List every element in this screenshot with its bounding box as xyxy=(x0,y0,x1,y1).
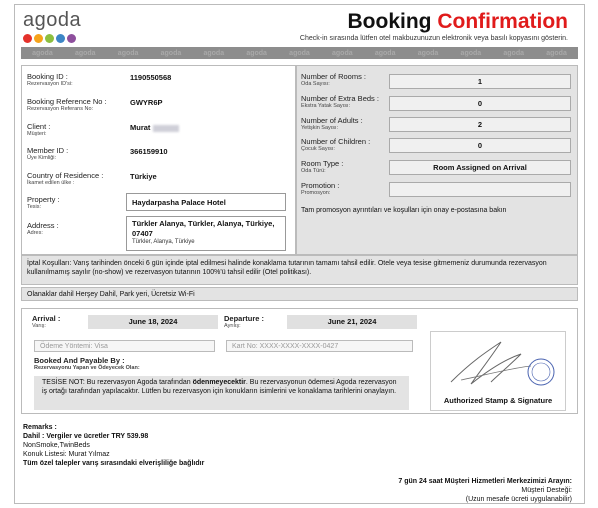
stamp-area xyxy=(430,331,566,411)
room-type-value: Room Assigned on Arrival xyxy=(389,160,571,175)
room-details-section xyxy=(296,65,578,255)
remarks-line4: Tüm özel talepler varış sırasındaki elverişliliğe bağlıdır xyxy=(23,460,205,467)
member-id-label: Member ID : Üye Kimliği: xyxy=(27,146,69,161)
remarks-line1: Dahil : Vergiler ve ücretler TRY 539.98 xyxy=(23,433,149,440)
booking-ref-value: GWYR6P xyxy=(130,98,163,107)
title-confirmation: Confirmation xyxy=(437,10,568,33)
band-text: agoda xyxy=(32,49,53,57)
band-text: agoda xyxy=(74,49,96,57)
remarks xyxy=(23,423,383,468)
logo-dot-green xyxy=(45,34,54,43)
country-label: Country of Residence : İkamet edilen ülke : xyxy=(27,171,104,186)
band-text: agoda xyxy=(374,49,396,57)
remarks-heading: Remarks : xyxy=(23,424,57,431)
property-value: Haydarpasha Palace Hotel xyxy=(126,193,286,211)
children-label: Number of Children : Çocuk Sayısı: xyxy=(301,137,371,152)
logo-dots xyxy=(23,34,76,43)
address-line2: 07407 xyxy=(132,229,153,238)
band-text: agoda xyxy=(117,49,139,57)
amenities: Olanaklar dahil Herşey Dahil, Park yeri, Ücretsiz Wi-Fi xyxy=(21,287,578,301)
logo-dot-blue xyxy=(56,34,65,43)
payment-method-field[interactable]: Ödeme Yöntemi: Visa xyxy=(34,340,215,352)
promotion-value xyxy=(389,182,571,197)
booking-details-section xyxy=(21,65,296,255)
adults-label: Number of Adults : Yetişkin Sayısı: xyxy=(301,116,363,131)
address-value xyxy=(126,216,286,251)
stay-section xyxy=(21,308,578,414)
signature-icon xyxy=(431,332,565,394)
booking-ref-label: Booking Reference No : Rezervasyon Referans No: xyxy=(27,97,107,112)
blurred-surname xyxy=(153,125,179,132)
agoda-band xyxy=(21,47,578,59)
client-value: Murat xyxy=(130,123,179,132)
booking-document xyxy=(14,4,585,504)
extra-beds-value: 0 xyxy=(389,96,571,111)
rooms-label: Number of Rooms : Oda Sayısı: xyxy=(301,72,367,87)
hotel-note: TESİSE NOT: Bu rezervasyon Agoda tarafından ödenmeyecektir. Bu rezervasyonun ödemesi Agoda rezervasyon iş ortağı tarafından yapılacaktır. Lütfen bu rezervasyon için konukların isimlerini ve konaklama tarihlerini onaylayın. xyxy=(34,376,409,410)
support-heading: 7 gün 24 saat Müşteri Hizmetleri Merkezimizi Arayın: xyxy=(398,478,572,485)
band-text: agoda xyxy=(503,49,525,57)
promotion-label: Promotion : Promosyon: xyxy=(301,181,340,196)
arrival-date: June 18, 2024 xyxy=(88,315,218,329)
band-text: agoda xyxy=(546,49,567,57)
client-label: Client : Müşteri: xyxy=(27,122,51,137)
remarks-line3: Konuk Listesi: Murat Yılmaz xyxy=(23,451,110,458)
extra-beds-label: Number of Extra Beds : Ekstra Yatak Sayısı: xyxy=(301,94,379,109)
arrival-label: Arrival : Varış: xyxy=(32,314,61,329)
agoda-logo: agoda xyxy=(23,9,82,31)
band-text: agoda xyxy=(289,49,310,57)
title-booking: Booking xyxy=(347,10,432,33)
room-type-label: Room Type : Oda Türü: xyxy=(301,159,344,174)
band-text: agoda xyxy=(160,49,182,57)
page-title xyxy=(348,10,569,34)
support-line1: Müşteri Desteği: xyxy=(521,487,572,494)
address-line1: Türkler Alanya, Türkler, Alanya, Türkiye, xyxy=(132,219,275,228)
remarks-line2: NonSmoke,TwinBeds xyxy=(23,442,90,449)
support-line2: (Uzun mesafe ücreti uygulanabilir) xyxy=(465,496,572,503)
band-text: agoda xyxy=(460,49,482,57)
adults-value: 2 xyxy=(389,117,571,132)
property-label: Property : Tesis: xyxy=(27,195,60,210)
cancellation-policy: İptal Koşulları: Varış tarihinden önceki 6 gün içinde iptal edilmesi halinde konaklama tutarının tamamı tahsil edilir. Otele veya tesise gitmemeniz durumunda rezervasyon kullanılmamış sayılır (no-show) ve rezervasyon tutarının 100%'ü tahsil edilir (Otel politikası). xyxy=(21,255,578,285)
page-subtitle: Check-in sırasında lütfen otel makbuzunuzun elektronik veya basılı kopyasını gösterin. xyxy=(299,35,568,42)
band-text: agoda xyxy=(417,49,439,57)
booking-id-value: 1190550568 xyxy=(130,73,172,82)
country-value: Türkiye xyxy=(130,172,157,181)
logo-dot-purple xyxy=(67,34,76,43)
departure-date: June 21, 2024 xyxy=(287,315,417,329)
children-value: 0 xyxy=(389,138,571,153)
member-id-value: 366159910 xyxy=(130,147,168,156)
band-text: agoda xyxy=(203,49,225,57)
address-small: Türkler, Alanya, Türkiye xyxy=(132,239,195,245)
band-text: agoda xyxy=(332,49,353,57)
band-text: agoda xyxy=(246,49,267,57)
card-number-field[interactable]: Kart No: XXXX-XXXX-XXXX-0427 xyxy=(226,340,413,352)
logo-dot-orange xyxy=(34,34,43,43)
stamp-caption: Authorized Stamp & Signature xyxy=(443,396,553,405)
promotion-note: Tam promosyon ayrıntıları ve koşulları için onay e-postasına bakın xyxy=(301,207,507,214)
rooms-value: 1 xyxy=(389,74,571,89)
logo-dot-red xyxy=(23,34,32,43)
booking-id-label: Booking ID : Rezervasyon ID'si: xyxy=(27,72,73,87)
address-label: Address : Adres: xyxy=(27,221,59,236)
departure-label: Departure : Ayrılış: xyxy=(224,314,265,329)
support-info xyxy=(398,477,572,504)
booked-by-label: Booked And Payable By : Rezervasyonu Yapan ve Ödeyecek Olan: xyxy=(34,356,140,371)
